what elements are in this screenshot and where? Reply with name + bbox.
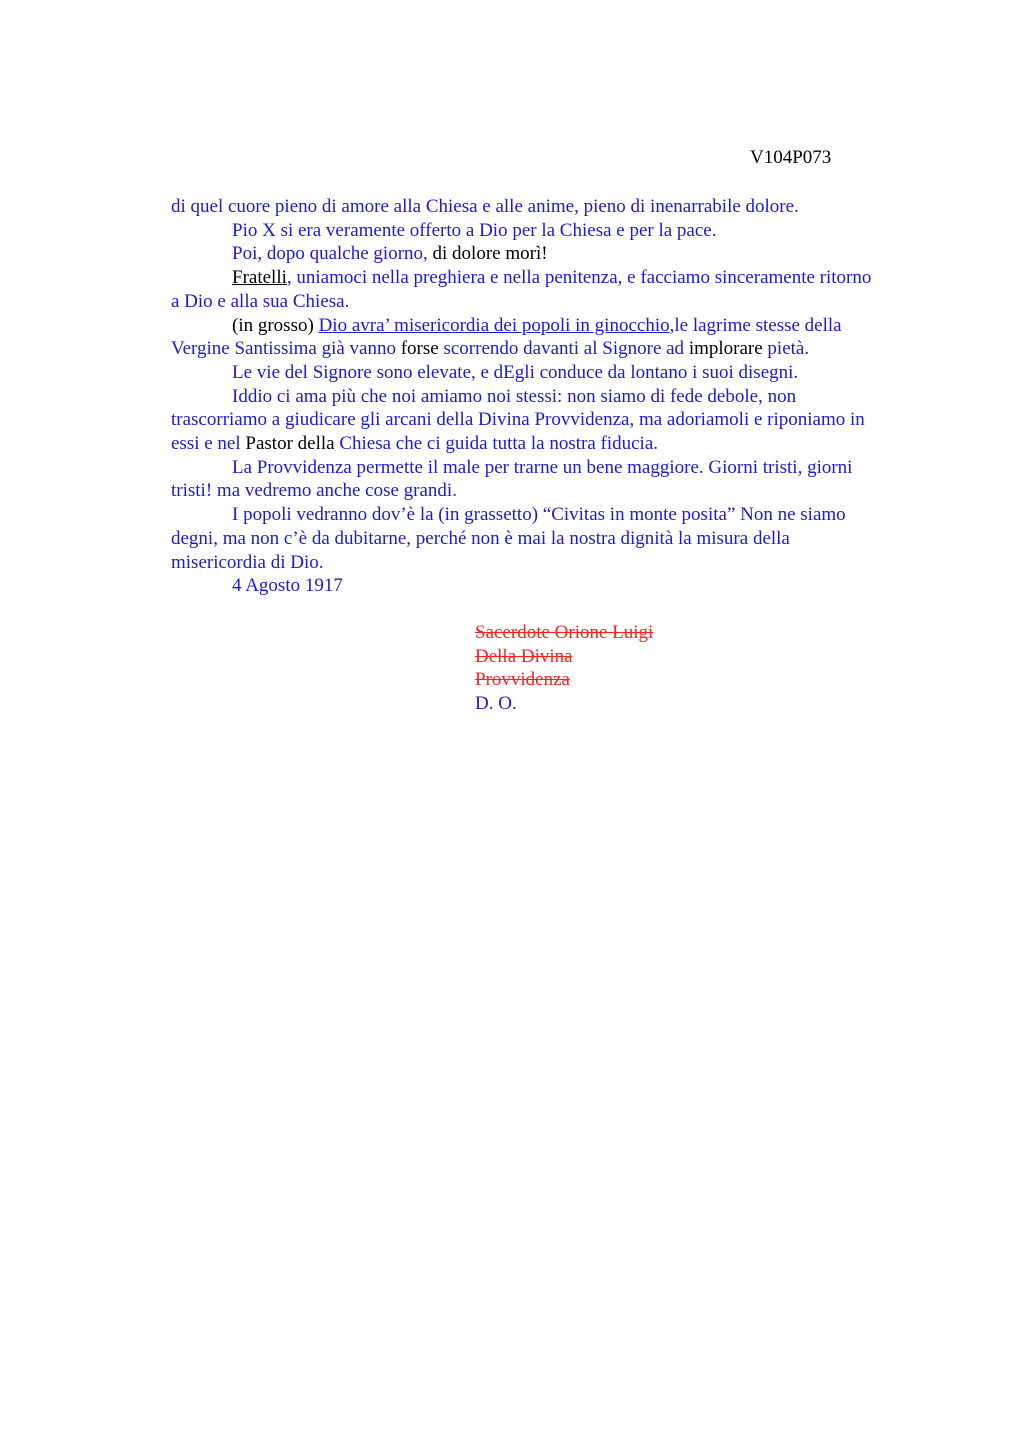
text-span: (in grosso) bbox=[232, 314, 319, 336]
signature-block bbox=[475, 621, 653, 716]
text-line bbox=[171, 314, 931, 338]
text-line: di quel cuore pieno di amore alla Chiesa e alle anime, pieno di inenarrabile dolore. bbox=[171, 196, 799, 217]
text-span: Chiesa che ci guida tutta la nostra fiducia. bbox=[334, 433, 659, 455]
text-span: ,le lagrime stesse della bbox=[669, 314, 842, 336]
text-span: , uniamoci nella preghiera e nella penitenza, e facciamo sinceramente ritorno bbox=[286, 267, 872, 289]
underlined-phrase: Dio avra’ misericordia dei popoli in ginocchio bbox=[318, 314, 670, 336]
text-line: Pio X si era veramente offerto a Dio per la Chiesa e per la pace. bbox=[232, 219, 717, 241]
text-span: Vergine Santissima già vanno bbox=[171, 338, 401, 360]
text-line: misericordia di Dio. bbox=[171, 551, 324, 573]
text-line: Le vie del Signore sono elevate, e dEgli conduce da lontano i suoi disegni. bbox=[232, 361, 799, 383]
letter-date: 4 Agosto 1917 bbox=[232, 575, 343, 597]
signature-initials: D. O. bbox=[475, 693, 517, 715]
text-line: La Provvidenza permette il male per trarne un bene maggiore. Giorni tristi, giorni bbox=[232, 456, 853, 478]
text-line: tristi! ma vedremo anche cose grandi. bbox=[171, 480, 457, 502]
text-line: I popoli vedranno dov’è la (in grassetto) “Civitas in monte posita” Non ne siamo bbox=[232, 504, 846, 526]
text-span: essi e nel bbox=[171, 433, 246, 455]
text-span: implorare bbox=[688, 338, 763, 360]
text-line: trascorriamo a giudicare gli arcani della Divina Provvidenza, ma adoriamoli e riponiamo in bbox=[171, 409, 865, 431]
text-line bbox=[171, 266, 931, 290]
underlined-word: Fratelli bbox=[232, 267, 287, 289]
text-line: degni, ma non c’è da dubitarne, perché non è mai la nostra dignità la misura della bbox=[171, 527, 790, 549]
letter-body bbox=[171, 195, 931, 598]
text-span: pietà. bbox=[762, 338, 810, 360]
page-reference: V104P073 bbox=[750, 147, 832, 168]
struck-signature-line: Provvidenza bbox=[475, 669, 570, 691]
text-line bbox=[171, 242, 931, 266]
text-span: scorrendo davanti al Signore ad bbox=[438, 338, 689, 360]
text-span: Poi, dopo qualche giorno, bbox=[232, 243, 428, 265]
text-span: forse bbox=[400, 338, 439, 360]
struck-signature-line: Sacerdote Orione Luigi bbox=[475, 622, 654, 643]
text-line bbox=[171, 337, 931, 361]
text-span: di dolore morì! bbox=[427, 243, 548, 265]
struck-signature-line: Della Divina bbox=[475, 645, 573, 667]
text-line bbox=[171, 432, 931, 456]
text-line: Iddio ci ama più che noi amiamo noi stessi: non siamo di fede debole, non bbox=[232, 385, 797, 407]
text-line: a Dio e alla sua Chiesa. bbox=[171, 290, 350, 312]
text-span: Pastor della bbox=[245, 433, 335, 455]
